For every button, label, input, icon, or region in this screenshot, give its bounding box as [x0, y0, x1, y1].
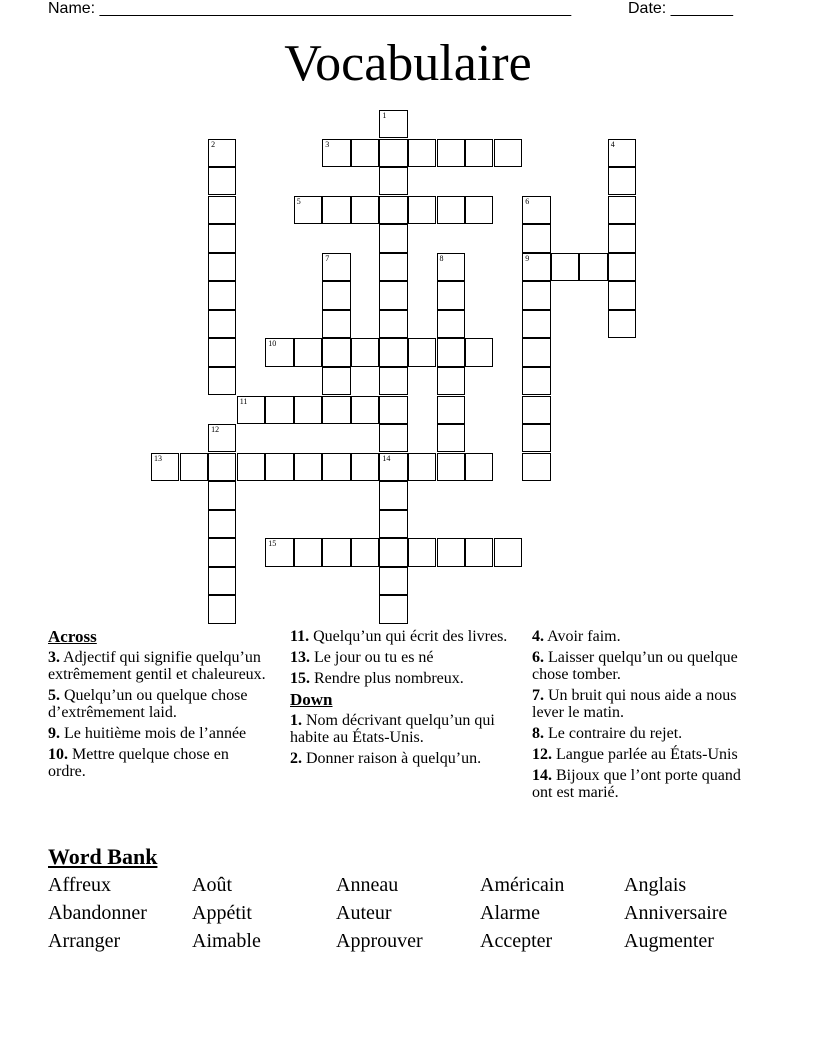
crossword-cell	[465, 338, 493, 366]
crossword-cell	[322, 281, 350, 309]
clue-number: 4	[610, 139, 615, 149]
word-bank-item: Abandonner	[48, 902, 147, 924]
crossword-cell	[208, 338, 236, 366]
crossword-cell	[322, 338, 350, 366]
crossword-cell	[208, 510, 236, 538]
clue-number: 7	[325, 253, 330, 263]
word-bank-item: Anniversaire	[624, 902, 728, 924]
crossword-cell	[437, 196, 465, 224]
crossword-cell	[465, 196, 493, 224]
crossword-cell	[379, 167, 407, 195]
crossword-cell	[379, 224, 407, 252]
crossword-cell	[208, 253, 236, 281]
clue-number: 10	[268, 339, 277, 349]
word-bank-item: Auteur	[336, 902, 392, 924]
clue-across-11: 11. Quelqu’un qui écrit des livres.	[290, 628, 508, 645]
clue-number: 13	[154, 453, 162, 463]
name-field-label: Name: _____________________________________________________	[48, 0, 572, 17]
clue-down-1: 1. Nom décrivant quelqu’un qui habite au États-Unis.	[290, 712, 495, 746]
clue-down-8: 8. Le contraire du rejet.	[532, 725, 683, 742]
crossword-cell	[579, 253, 607, 281]
clue-across-9: 9. Le huitième mois de l’année	[48, 725, 247, 742]
crossword-cell	[522, 396, 550, 424]
crossword-cell	[208, 224, 236, 252]
clues-column-3	[532, 628, 758, 805]
crossword-cell	[437, 338, 465, 366]
clue-across-3: 3. Adjectif qui signifie quelqu’un extrêmement gentil et chaleureux.	[48, 649, 266, 683]
clue-number: 3	[325, 139, 330, 149]
word-bank-item: Août	[192, 874, 232, 896]
crossword-cell	[437, 396, 465, 424]
clue-across-5: 5. Quelqu’un ou quelque chose d’extrêmement laid.	[48, 687, 248, 721]
crossword-cell	[437, 281, 465, 309]
word-bank-item: Appétit	[192, 902, 252, 924]
crossword-cell	[379, 538, 407, 566]
crossword-cell	[522, 224, 550, 252]
crossword-cell	[379, 310, 407, 338]
crossword-cell	[208, 281, 236, 309]
crossword-cell	[494, 538, 522, 566]
clue-number: 1	[382, 111, 387, 120]
crossword-cell	[608, 281, 636, 309]
crossword-cell	[379, 396, 407, 424]
word-bank-item: Aimable	[192, 930, 261, 952]
crossword-cell	[294, 338, 322, 366]
crossword-cell	[408, 338, 436, 366]
crossword-cell	[208, 424, 236, 452]
clues-column-2	[290, 628, 516, 771]
crossword-cell	[351, 453, 379, 481]
crossword-cell	[379, 510, 407, 538]
crossword-cell	[208, 567, 236, 595]
crossword-cell	[265, 538, 293, 566]
crossword-cell	[322, 310, 350, 338]
crossword-cell	[608, 310, 636, 338]
crossword-cell	[351, 338, 379, 366]
date-field-label: Date: _______	[628, 0, 733, 17]
clue-down-4: 4. Avoir faim.	[532, 628, 621, 645]
crossword-cell	[379, 110, 407, 138]
crossword-cell	[151, 453, 179, 481]
crossword-cell	[294, 196, 322, 224]
crossword-cell	[379, 453, 407, 481]
crossword-cell	[322, 253, 350, 281]
crossword-cell	[322, 196, 350, 224]
crossword-cell	[437, 367, 465, 395]
crossword-cell	[208, 481, 236, 509]
crossword-cell	[351, 538, 379, 566]
word-bank-item: Accepter	[480, 930, 553, 952]
clue-down-7: 7. Un bruit qui nous aide a nous lever le matin.	[532, 687, 737, 721]
word-bank	[48, 874, 768, 958]
crossword-cell	[608, 224, 636, 252]
across-heading: Across	[48, 627, 97, 646]
clue-down-2: 2. Donner raison à quelqu’un.	[290, 750, 482, 767]
crossword-cell	[522, 310, 550, 338]
crossword-cell	[437, 139, 465, 167]
clue-down-6: 6. Laisser quelqu’un ou quelque chose tomber.	[532, 649, 738, 683]
crossword-cell	[379, 567, 407, 595]
word-bank-item: Augmenter	[624, 930, 714, 952]
crossword-cell	[237, 453, 265, 481]
crossword-cell	[208, 139, 236, 167]
crossword-cell	[265, 396, 293, 424]
clue-number: 6	[525, 196, 530, 206]
crossword-cell	[522, 424, 550, 452]
word-bank-item: Anneau	[336, 874, 399, 896]
crossword-cell	[408, 453, 436, 481]
crossword-cell	[408, 538, 436, 566]
clue-number: 11	[239, 396, 248, 406]
word-bank-item: Alarme	[480, 902, 540, 924]
crossword-cell	[208, 453, 236, 481]
crossword-cell	[465, 453, 493, 481]
crossword-cell	[437, 453, 465, 481]
clue-across-10: 10. Mettre quelque chose en ordre.	[48, 746, 229, 780]
clue-down-12: 12. Langue parlée au États-Unis	[532, 746, 738, 763]
crossword-cell	[522, 281, 550, 309]
clue-number: 9	[525, 253, 530, 263]
crossword-cell	[322, 453, 350, 481]
word-bank-item: Affreux	[48, 874, 111, 896]
crossword-cell	[208, 167, 236, 195]
crossword-cell	[208, 595, 236, 623]
clue-down-14: 14. Bijoux que l’ont porte quand ont est marié.	[532, 767, 741, 801]
crossword-cell	[437, 253, 465, 281]
crossword-cell	[379, 595, 407, 623]
crossword-cell	[322, 538, 350, 566]
crossword-cell	[237, 396, 265, 424]
crossword-cell	[351, 139, 379, 167]
word-bank-heading: Word Bank	[48, 844, 158, 869]
crossword-cell	[351, 196, 379, 224]
crossword-cell	[379, 196, 407, 224]
crossword-cell	[522, 453, 550, 481]
crossword-cell	[208, 367, 236, 395]
crossword-cell	[551, 253, 579, 281]
word-bank-item: Américain	[480, 874, 565, 896]
crossword-cell	[208, 538, 236, 566]
crossword-cell	[322, 139, 350, 167]
crossword-cell	[408, 196, 436, 224]
crossword-cell	[265, 338, 293, 366]
word-bank-item: Arranger	[48, 930, 121, 952]
crossword-cell	[379, 481, 407, 509]
crossword-cell	[379, 139, 407, 167]
crossword-cell	[180, 453, 208, 481]
crossword-cell	[522, 338, 550, 366]
crossword-cell	[522, 367, 550, 395]
page-title: Vocabulaire	[284, 35, 532, 92]
crossword-cell	[265, 453, 293, 481]
clue-number: 12	[211, 425, 220, 435]
crossword-cell	[494, 139, 522, 167]
crossword-cell	[608, 139, 636, 167]
crossword-cell	[351, 396, 379, 424]
crossword-cell	[379, 253, 407, 281]
crossword-cell	[294, 538, 322, 566]
crossword-cell	[437, 538, 465, 566]
crossword-cell	[322, 396, 350, 424]
clue-number: 2	[211, 139, 216, 149]
clue-number: 8	[439, 253, 444, 263]
crossword-cell	[608, 253, 636, 281]
clue-across-15: 15. Rendre plus nombreux.	[290, 670, 464, 687]
down-heading: Down	[290, 690, 333, 709]
crossword-cell	[522, 253, 550, 281]
crossword-cell	[408, 139, 436, 167]
clue-across-13: 13. Le jour ou tu es né	[290, 649, 434, 666]
crossword-cell	[208, 196, 236, 224]
crossword-cell	[522, 196, 550, 224]
crossword-cell	[437, 310, 465, 338]
crossword-cell	[379, 281, 407, 309]
crossword-cell	[608, 196, 636, 224]
crossword-cell	[294, 453, 322, 481]
clue-number: 5	[296, 196, 301, 206]
word-bank-item: Anglais	[624, 874, 687, 896]
crossword-cell	[379, 424, 407, 452]
crossword-cell	[437, 424, 465, 452]
crossword-cell	[608, 167, 636, 195]
crossword-cell	[208, 310, 236, 338]
clues-column-1	[48, 628, 270, 784]
crossword-cell	[294, 396, 322, 424]
crossword-cell	[465, 538, 493, 566]
crossword-cell	[465, 139, 493, 167]
crossword-cell	[322, 367, 350, 395]
clue-number: 15	[268, 539, 277, 549]
clue-number: 14	[382, 453, 391, 463]
word-bank-item: Approuver	[336, 930, 423, 952]
crossword-cell	[379, 338, 407, 366]
crossword-cell	[379, 367, 407, 395]
